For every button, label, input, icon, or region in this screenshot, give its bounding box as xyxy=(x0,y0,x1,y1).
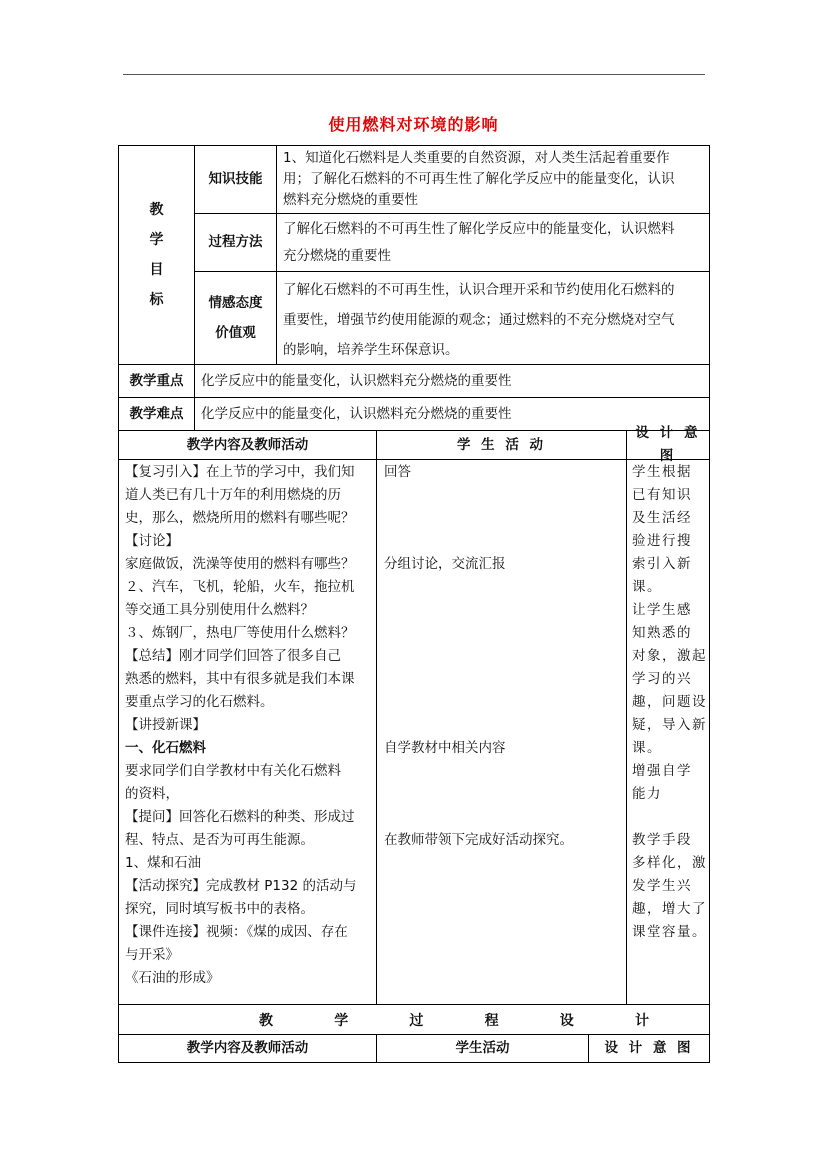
objective-text-knowledge xyxy=(276,145,710,214)
student-activity-item: 自学教材中相关内容 xyxy=(384,740,506,756)
student-activity-cell xyxy=(376,459,627,1005)
page-title: 使用燃料对环境的影响 xyxy=(328,115,499,134)
banner-char: 过 xyxy=(409,1012,424,1029)
bottom-header-student: 学生活动 xyxy=(376,1034,589,1063)
design-intent-line: 能力 xyxy=(632,786,662,802)
objective-label-text: 过程方法 xyxy=(208,234,263,250)
objective-label-text: 情感态度 xyxy=(208,295,263,311)
design-intent-line: 发学生兴 xyxy=(632,878,692,894)
teacher-activity-line: 【活动探究】完成教材 P132 的活动与 xyxy=(125,878,357,894)
design-intent-line: 教学手段 xyxy=(632,832,692,848)
teacher-activity-line: 家庭做饭，洗澡等使用的燃料有哪些？ xyxy=(125,556,355,572)
objective-line: 1、知道化石燃料是人类重要的自然资源，对人类生活起着重要作 xyxy=(283,150,670,166)
design-intent-line: 验进行搜 xyxy=(632,533,692,549)
header-design: 设 计 意 图 xyxy=(626,430,710,460)
objective-label-text: 价值观 xyxy=(215,325,256,341)
objective-line: 了解化石燃料的不可再生性，认识合理开采和节约使用化石燃料的 xyxy=(283,282,675,298)
objective-label-process xyxy=(194,213,277,272)
objectives-label-char: 目 xyxy=(149,262,164,278)
teacher-activity-line: 程、特点、是否为可再生能源。 xyxy=(125,832,314,848)
objective-line: 燃料充分燃烧的重要性 xyxy=(283,192,418,208)
design-intent-line xyxy=(632,806,704,829)
teacher-activity-line: 【课件连接】视频：《煤的成因、存在 xyxy=(125,924,348,940)
banner-char: 设 xyxy=(559,1012,574,1029)
bottom-header-teacher: 教学内容及教师活动 xyxy=(118,1034,377,1063)
teacher-activity-line: 探究，同时填写板书中的表格。 xyxy=(125,901,314,917)
teacher-activity-line: 的资料， xyxy=(125,786,179,802)
teacher-activity-line: 道人类已有几十万年的利用燃烧的历 xyxy=(125,487,341,503)
teacher-activity-line: 【总结】刚才同学们回答了很多自己 xyxy=(125,648,341,664)
design-intent-line: 知熟悉的 xyxy=(632,625,692,641)
objective-line: 的影响，培养学生环保意识。 xyxy=(283,342,459,358)
teacher-activity-line: 等交通工具分别使用什么燃料？ xyxy=(125,602,314,618)
design-intent-line: 趣，增大了 xyxy=(632,901,707,917)
objectives-label-char: 标 xyxy=(149,292,164,308)
design-intent-line: 趣，问题设 xyxy=(632,694,707,710)
objectives-label-char: 教 xyxy=(149,202,164,218)
objectives-label xyxy=(118,145,195,365)
teacher-activity-line: 要重点学习的化石燃料。 xyxy=(125,694,274,710)
difficulty-text: 化学反应中的能量变化，认识燃料充分燃烧的重要性 xyxy=(194,397,710,431)
design-intent-line: 课。 xyxy=(632,740,662,756)
banner-char: 程 xyxy=(484,1012,499,1029)
teacher-activity-line: 【复习引入】在上节的学习中，我们知 xyxy=(125,464,355,480)
student-activity-item: 回答 xyxy=(384,464,411,480)
student-activity-item: 在教师带领下完成好活动探究。 xyxy=(384,832,573,848)
design-intent-line: 多样化，激 xyxy=(632,855,707,871)
objective-label-knowledge xyxy=(194,145,277,214)
process-design-banner xyxy=(118,1004,710,1035)
design-intent-line: 已有知识 xyxy=(632,487,692,503)
header-rule xyxy=(123,74,705,75)
banner-char: 计 xyxy=(634,1012,649,1029)
teacher-activity-line: 《石油的形成》 xyxy=(125,970,220,986)
design-intent-line: 对象，激起 xyxy=(632,648,707,664)
objective-line: 充分燃烧的重要性 xyxy=(283,248,391,264)
teacher-activity-line: 1、煤和石油 xyxy=(125,855,202,871)
bottom-header-design: 设 计 意 图 xyxy=(588,1034,710,1063)
header-teacher: 教学内容及教师活动 xyxy=(118,430,377,460)
design-intent-line: 疑，导入新 xyxy=(632,717,707,733)
design-intent-line: 索引入新 xyxy=(632,556,692,572)
design-intent-line: 学习的兴 xyxy=(632,671,692,687)
objective-label-text: 知识技能 xyxy=(208,171,263,187)
banner-char: 教 xyxy=(259,1012,273,1029)
objectives-label-char: 学 xyxy=(149,232,164,248)
key-point-text: 化学反应中的能量变化，认识燃料充分燃烧的重要性 xyxy=(194,364,710,398)
design-intent-line: 学生根据 xyxy=(632,464,692,480)
teacher-activity-line: ３、炼钢厂，热电厂等使用什么燃料？ xyxy=(125,625,355,641)
design-intent-line: 让学生感 xyxy=(632,602,692,618)
key-point-label: 教学重点 xyxy=(118,364,195,398)
teacher-activity-line: 要求同学们自学教材中有关化石燃料 xyxy=(125,763,341,779)
teacher-activity-line: 一、化石燃料 xyxy=(125,740,206,756)
teacher-activity-line: 【讨论】 xyxy=(125,533,179,549)
design-intent-line: 课堂容量。 xyxy=(632,924,707,940)
objective-line: 了解化石燃料的不可再生性了解化学反应中的能量变化，认识燃料 xyxy=(283,221,675,237)
teacher-activity-line: 【讲授新课】 xyxy=(125,717,206,733)
design-intent-line: 及生活经 xyxy=(632,510,692,526)
teacher-activity-line: 【提问】回答化石燃料的种类、形成过 xyxy=(125,809,355,825)
student-activity-item: 分组讨论，交流汇报 xyxy=(384,556,506,572)
objective-line: 重要性，增强节约使用能源的观念；通过燃料的不充分燃烧对空气 xyxy=(283,312,675,328)
teacher-activity-line: 史，那么，燃烧所用的燃料有哪些呢？ xyxy=(125,510,355,526)
design-intent-cell xyxy=(626,459,710,1005)
objective-text-process xyxy=(276,213,710,272)
teacher-activity-line: 熟悉的燃料，其中有很多就是我们本课 xyxy=(125,671,355,687)
teacher-activity-line: ２、汽车，飞机，轮船，火车，拖拉机 xyxy=(125,579,355,595)
difficulty-label: 教学难点 xyxy=(118,397,195,431)
header-student: 学 生 活 动 xyxy=(376,430,627,460)
design-intent-line: 课。 xyxy=(632,579,662,595)
objective-line: 用；了解化石燃料的不可再生性了解化学反应中的能量变化，认识 xyxy=(283,171,675,187)
banner-char: 学 xyxy=(334,1012,349,1029)
design-intent-line: 增强自学 xyxy=(632,763,692,779)
objective-text-attitude xyxy=(276,271,710,365)
objective-label-attitude xyxy=(194,271,277,365)
teacher-activity-cell xyxy=(118,459,377,1005)
teacher-activity-line: 与开采》 xyxy=(125,947,179,963)
